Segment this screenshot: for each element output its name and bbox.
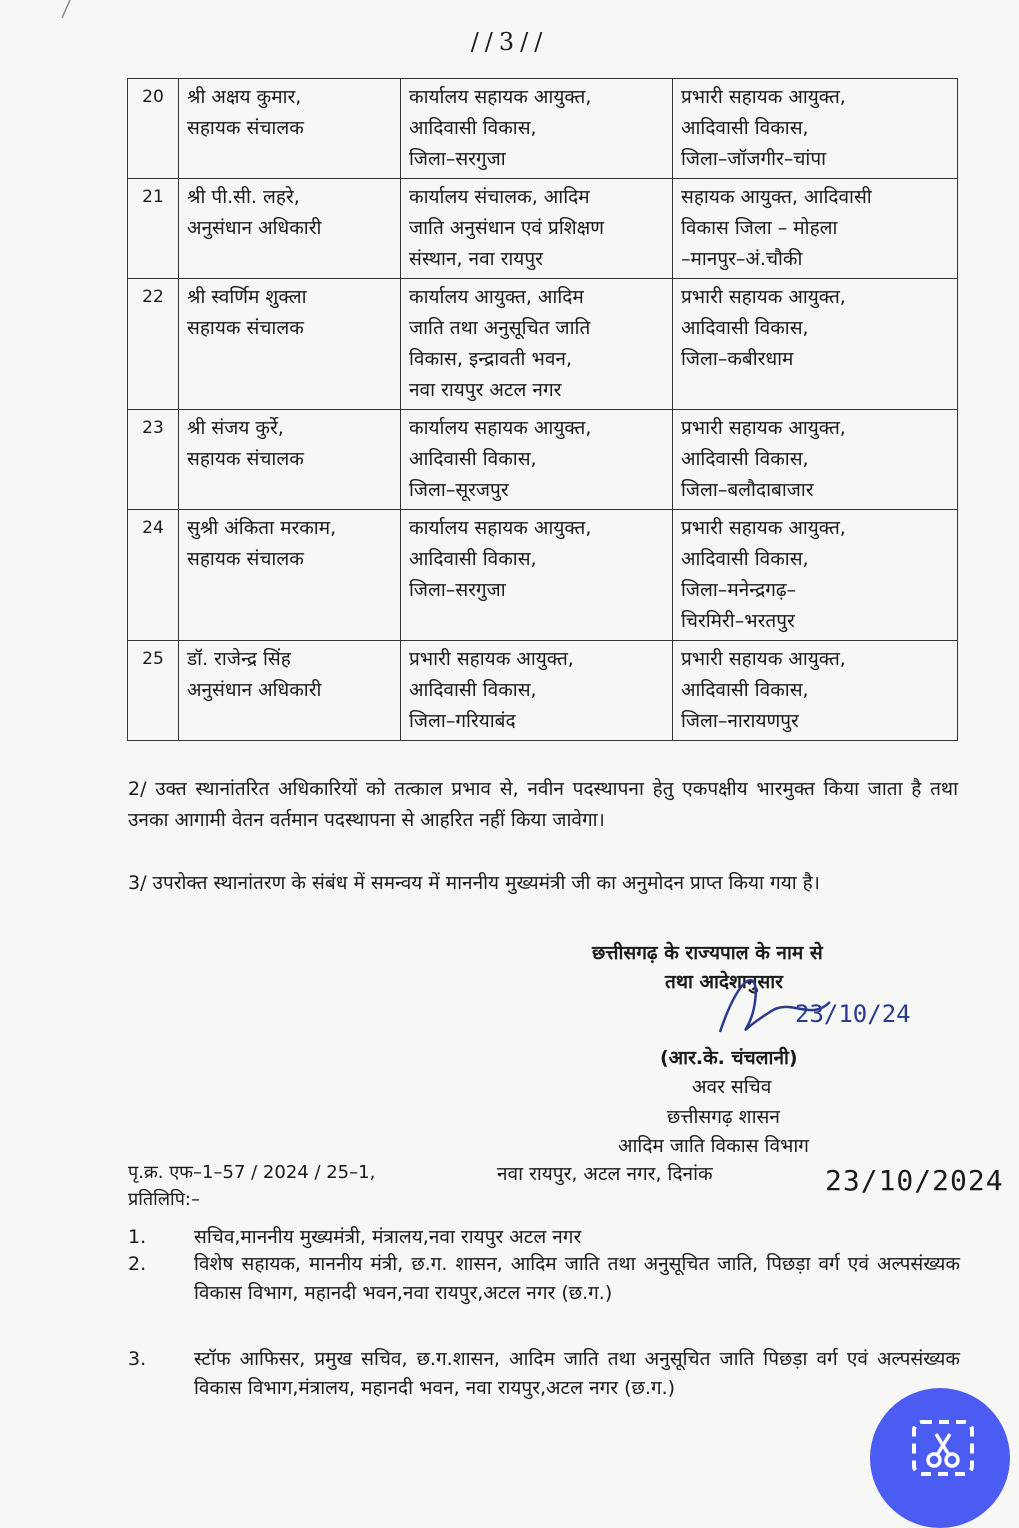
current-posting-cell-line: जिला–सरगुजा [409, 148, 506, 170]
department-name: आदिम जाति विकास विभाग [618, 1135, 809, 1157]
current-posting-cell [401, 510, 673, 641]
new-posting-cell-line: प्रभारी सहायक आयुक्त, [681, 417, 846, 439]
current-posting-cell-line: जिला–सरगुजा [409, 579, 506, 601]
copy-item-number: 1. [128, 1226, 147, 1248]
new-posting-cell-line: जिला–नारायणपुर [681, 710, 799, 732]
table-row [128, 79, 958, 179]
serial-number: 25 [128, 641, 179, 741]
new-posting-cell-line: आदिवासी विकास, [681, 548, 809, 570]
serial-number: 21 [128, 179, 179, 279]
reference-number: पृ.क्र. एफ–1–57 / 2024 / 25–1, [128, 1162, 376, 1183]
officer-cell-line: सहायक संचालक [187, 448, 304, 470]
officer-cell-line: श्री स्वर्णिम शुक्ला [187, 286, 307, 308]
government-name: छत्तीसगढ़ शासन [667, 1106, 780, 1128]
new-posting-cell-line: आदिवासी विकास, [681, 679, 809, 701]
copy-item-text: सचिव,माननीय मुख्यमंत्री, मंत्रालय,नवा रायपुर अटल नगर [194, 1226, 582, 1248]
current-posting-cell-line: आदिवासी विकास, [409, 548, 537, 570]
new-posting-cell [673, 510, 958, 641]
officer-cell-line: सहायक संचालक [187, 317, 304, 339]
current-posting-cell-line: कार्यालय संचालक, आदिम [409, 186, 590, 208]
new-posting-cell-line: चिरमिरी–भरतपुर [681, 610, 795, 632]
new-posting-cell-line: –मानपुर–अं.चौकी [681, 248, 803, 270]
new-posting-cell-line: प्रभारी सहायक आयुक्त, [681, 648, 846, 670]
officer-designation: अवर सचिव [692, 1076, 772, 1098]
officer-name: (आर.के. चंचलानी) [660, 1047, 798, 1069]
current-posting-cell-line: कार्यालय आयुक्त, आदिम [409, 286, 584, 308]
current-posting-cell-line: विकास, इन्द्रावती भवन, [409, 348, 572, 370]
current-posting-cell-line: जाति अनुसंधान एवं प्रशिक्षण [409, 217, 605, 239]
copy-item-text: विशेष सहायक, माननीय मंत्री, छ.ग. शासन, आदिम जाति तथा अनुसूचित जाति, पिछड़ा वर्ग एवं अल्पसंख्यक विकास विभाग, महानदी भवन,नवा रायपुर,अटल नगर (छ.ग.) [194, 1253, 960, 1304]
officer-cell-line: श्री अक्षय कुमार, [187, 86, 302, 108]
serial-number: 24 [128, 510, 179, 641]
new-posting-cell [673, 179, 958, 279]
copy-item-number: 2. [128, 1253, 147, 1275]
document-date: 23/10/2024 [825, 1164, 1004, 1197]
new-posting-cell [673, 641, 958, 741]
new-posting-cell-line: प्रभारी सहायक आयुक्त, [681, 286, 846, 308]
scissors-crop-icon[interactable] [910, 1418, 976, 1478]
signature-line-1: छत्तीसगढ़ के राज्यपाल के नाम से [592, 942, 823, 964]
current-posting-cell-line: कार्यालय सहायक आयुक्त, [409, 517, 592, 539]
new-posting-cell-line: विकास जिला – मोहला [681, 217, 838, 239]
new-posting-cell [673, 279, 958, 410]
new-posting-cell [673, 79, 958, 179]
officer-cell [179, 410, 401, 510]
copy-item [128, 1223, 960, 1252]
officer-cell [179, 510, 401, 641]
place-date: नवा रायपुर, अटल नगर, दिनांक [497, 1163, 713, 1185]
transfer-table [127, 78, 958, 741]
officer-cell-line: सुश्री अंकिता मरकाम, [187, 517, 337, 539]
current-posting-cell-line: प्रभारी सहायक आयुक्त, [409, 648, 574, 670]
current-posting-cell [401, 179, 673, 279]
copy-item-number: 3. [128, 1348, 147, 1370]
new-posting-cell-line: आदिवासी विकास, [681, 317, 809, 339]
new-posting-cell-line: जिला–बलौदाबाजार [681, 479, 814, 501]
current-posting-cell-line: जाति तथा अनुसूचित जाति [409, 317, 591, 339]
new-posting-cell-line: सहायक आयुक्त, आदिवासी [681, 186, 872, 208]
current-posting-cell [401, 279, 673, 410]
officer-cell [179, 179, 401, 279]
current-posting-cell [401, 410, 673, 510]
officer-cell-line: सहायक संचालक [187, 117, 304, 139]
copy-item [128, 1345, 960, 1403]
serial-number: 20 [128, 79, 179, 179]
table-row [128, 641, 958, 741]
new-posting-cell-line: आदिवासी विकास, [681, 448, 809, 470]
current-posting-cell-line: आदिवासी विकास, [409, 679, 537, 701]
officer-cell [179, 79, 401, 179]
officer-cell-line: सहायक संचालक [187, 548, 304, 570]
paragraph-2: 2/ उक्त स्थानांतरित अधिकारियों को तत्काल प्रभाव से, नवीन पदस्थापना हेतु एकपक्षीय भारमुक्त किया जाता है तथा उनका आगामी वेतन वर्तमान पदस्थापना से आहरित नहीं किया जावेगा। [128, 778, 958, 831]
table-row [128, 279, 958, 410]
scan-mark [60, 0, 72, 18]
table-row [128, 410, 958, 510]
new-posting-cell [673, 410, 958, 510]
table-row [128, 179, 958, 279]
officer-cell-line: अनुसंधान अधिकारी [187, 217, 322, 239]
current-posting-cell-line: आदिवासी विकास, [409, 117, 537, 139]
current-posting-cell-line: कार्यालय सहायक आयुक्त, [409, 86, 592, 108]
paragraph-3: 3/ उपरोक्त स्थानांतरण के संबंध में समन्वय में माननीय मुख्यमंत्री जी का अनुमोदन प्राप्त किया गया है। [128, 872, 820, 894]
current-posting-cell-line: कार्यालय सहायक आयुक्त, [409, 417, 592, 439]
current-posting-cell-line: नवा रायपुर अटल नगर [409, 379, 562, 401]
serial-number: 23 [128, 410, 179, 510]
new-posting-cell-line: प्रभारी सहायक आयुक्त, [681, 86, 846, 108]
officer-cell [179, 279, 401, 410]
serial-number: 22 [128, 279, 179, 410]
current-posting-cell-line: आदिवासी विकास, [409, 448, 537, 470]
new-posting-cell-line: जिला–मनेन्द्रगढ़– [681, 579, 797, 601]
current-posting-cell-line: जिला–गरियाबंद [409, 710, 516, 732]
officer-cell [179, 641, 401, 741]
officer-cell-line: डॉ. राजेन्द्र सिंह [187, 648, 291, 670]
handwritten-date: 23/10/24 [795, 1000, 911, 1028]
current-posting-cell-line: संस्थान, नवा रायपुर [409, 248, 543, 270]
new-posting-cell-line: जिला–कबीरधाम [681, 348, 794, 370]
officer-cell-line: अनुसंधान अधिकारी [187, 679, 322, 701]
new-posting-cell-line: जिला–जॉजगीर–चांपा [681, 148, 827, 170]
copy-item-text: स्टॉफ आफिसर, प्रमुख सचिव, छ.ग.शासन, आदिम जाति तथा अनुसूचित जाति पिछड़ा वर्ग एवं अल्पसंख्यक विकास विभाग,मंत्रालय, महानदी भवन, नवा रायपुर,अटल नगर (छ.ग.) [194, 1348, 960, 1399]
handwritten-signature-icon [700, 962, 930, 1042]
new-posting-cell-line: आदिवासी विकास, [681, 117, 809, 139]
current-posting-cell-line: जिला–सूरजपुर [409, 479, 509, 501]
copy-label: प्रतिलिपि:– [128, 1189, 200, 1210]
signature-line-2: तथा आदेशानुसार [665, 971, 783, 993]
new-posting-cell-line: प्रभारी सहायक आयुक्त, [681, 517, 846, 539]
officer-cell-line: श्री पी.सी. लहरे, [187, 186, 300, 208]
copy-item [128, 1250, 960, 1308]
table-row [128, 510, 958, 641]
page-number: //3// [470, 28, 549, 56]
current-posting-cell [401, 641, 673, 741]
officer-cell-line: श्री संजय कुर्रे, [187, 417, 284, 439]
current-posting-cell [401, 79, 673, 179]
